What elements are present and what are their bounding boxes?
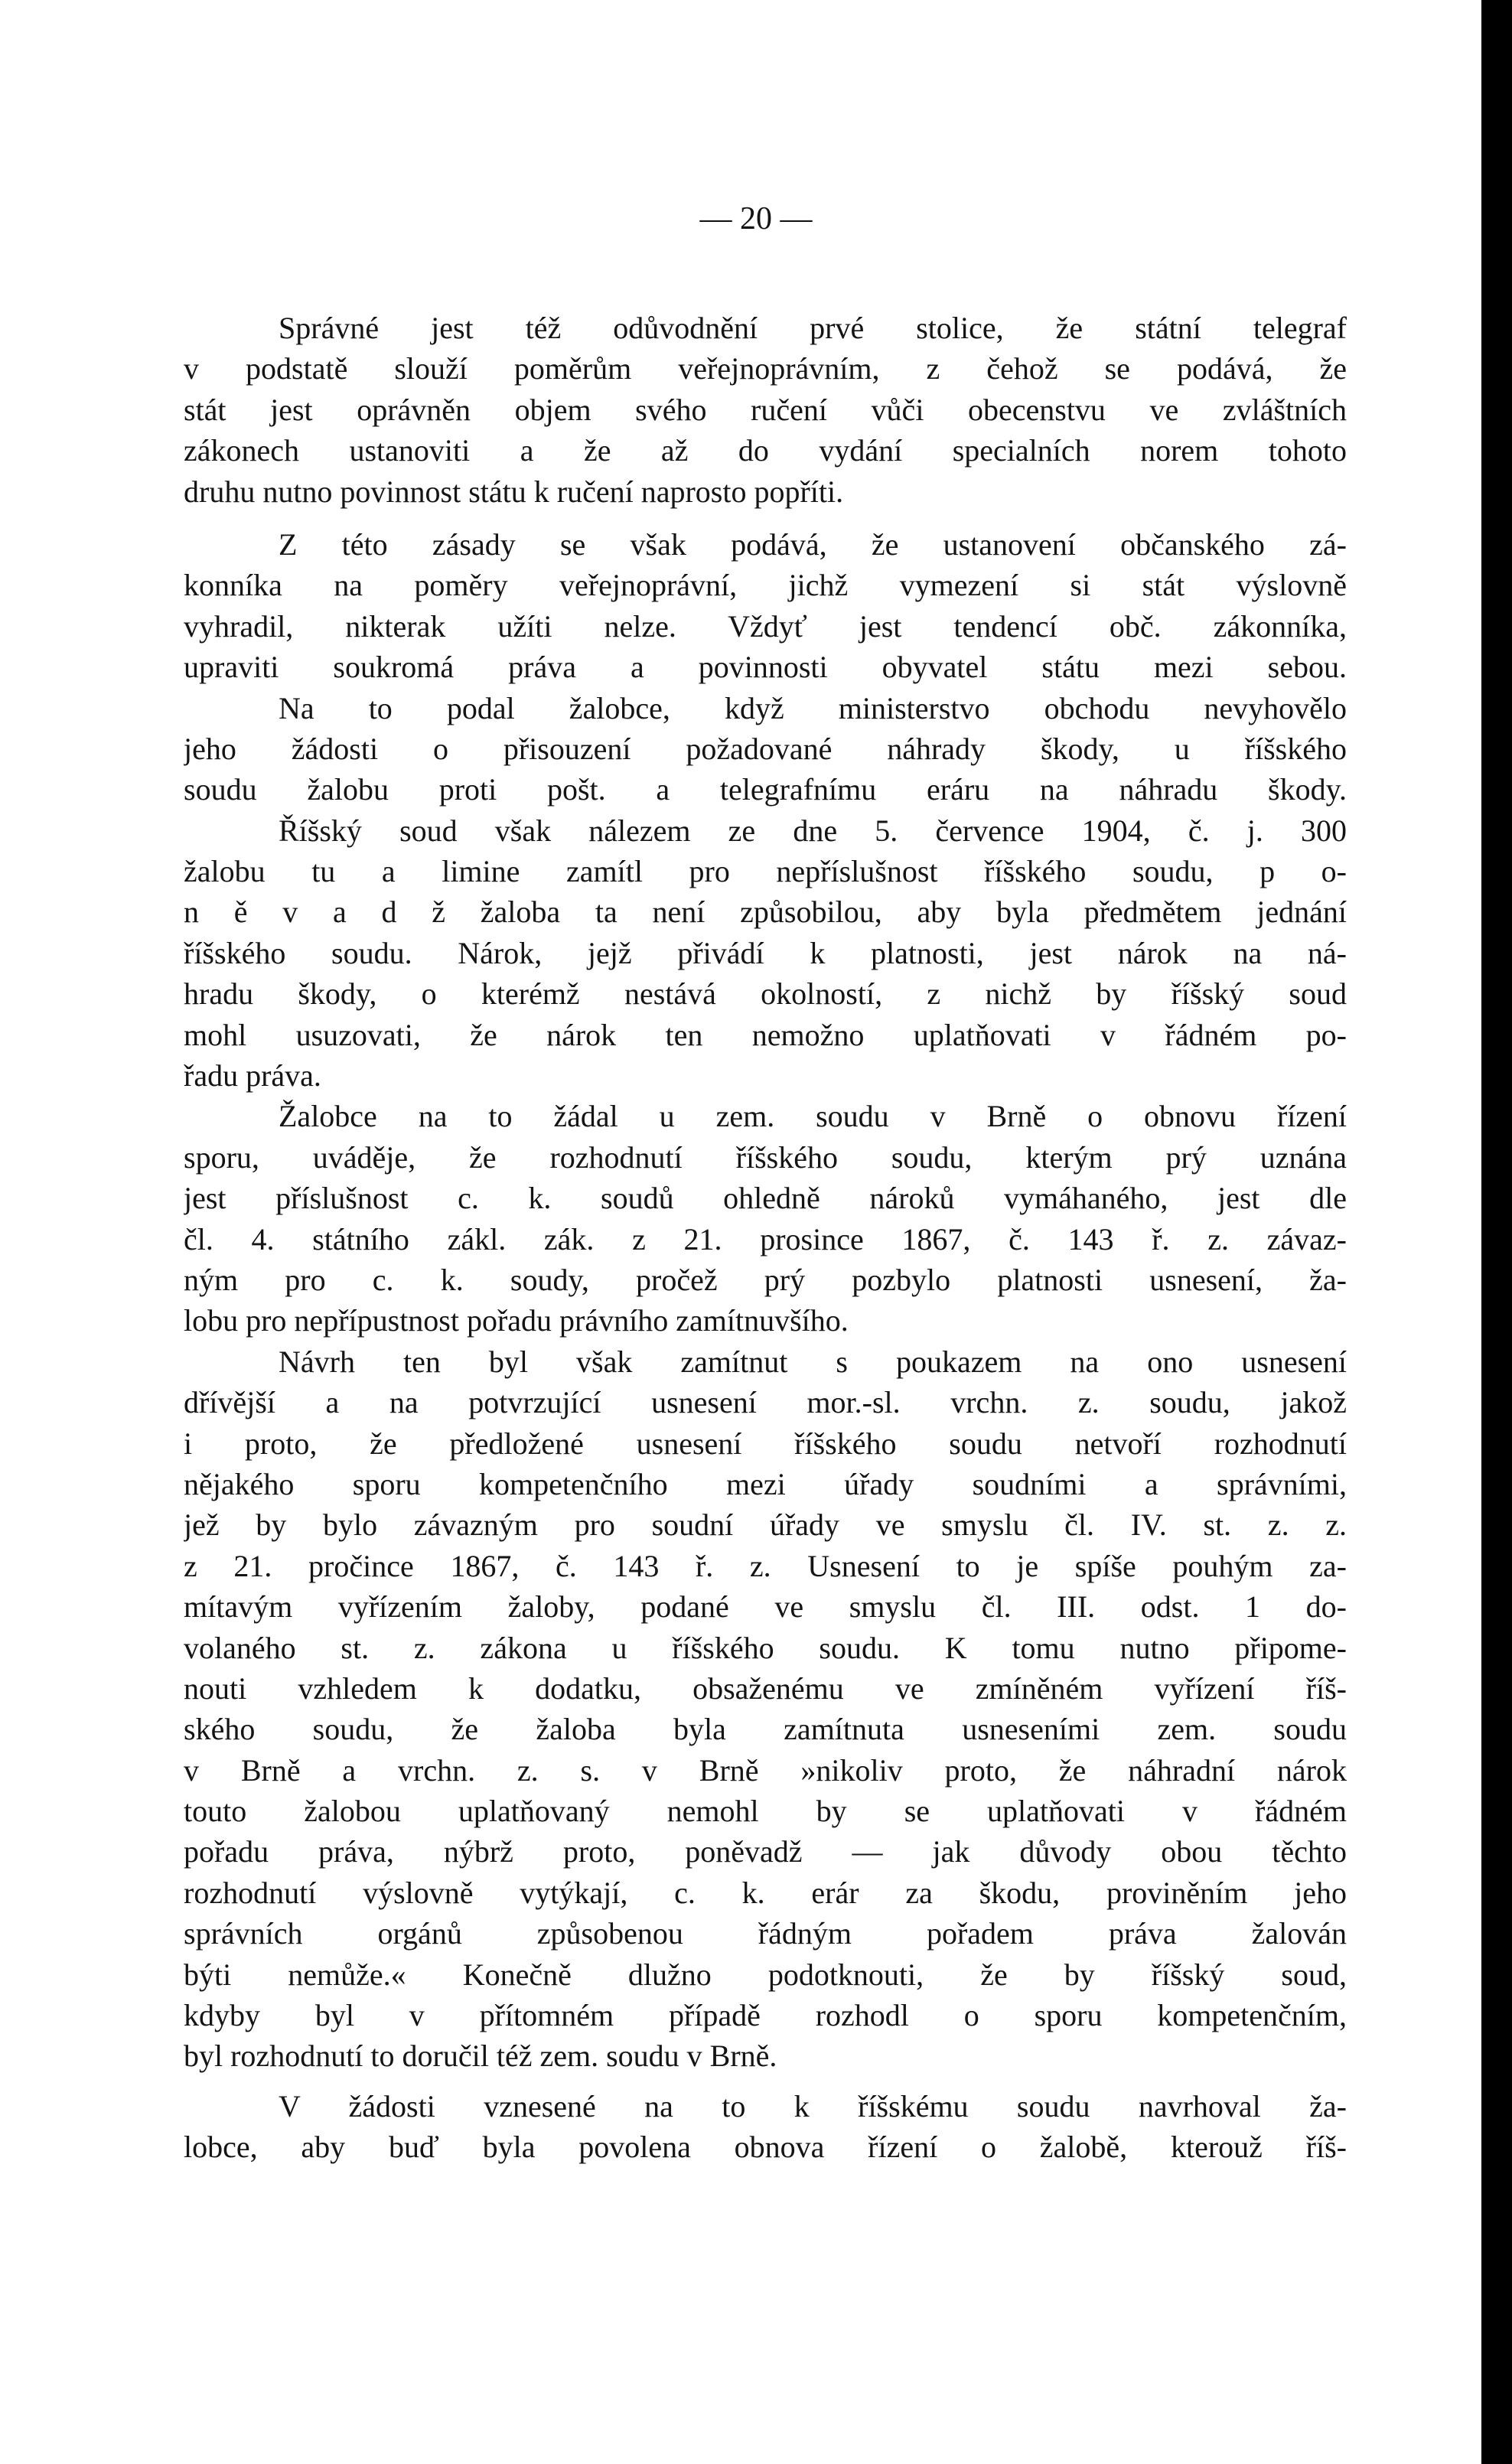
text-line: jest příslušnost c. k. soudů ohledně nároků vymáhaného, jest dle [184,1181,1347,1216]
text-line: pořadu práva, nýbrž proto, poněvadž — jak důvody obou těchto [184,1834,1347,1869]
text-line: byl rozhodnutí to doručil též zem. soudu v Brně. [184,2039,777,2074]
text-line: upraviti soukromá práva a povinnosti obyvatel státu mezi sebou. [184,650,1347,685]
text-line: jeho žádosti o přisouzení požadované náhrady škody, u říšského [184,731,1347,766]
text-line: Říšský soud však nálezem ze dne 5. července 1904, č. j. 300 [279,813,1347,848]
text-line: vyhradil, nikterak užíti nelze. Vždyť jest tendencí obč. zákonníka, [184,608,1347,644]
body-text [184,308,1347,2168]
text-line: správních orgánů způsobenou řádným pořadem práva žalován [184,1916,1347,1951]
page-number: — 20 — [699,201,813,236]
text-line: mohl usuzovati, že nárok ten nemožno uplatňovati v řádném po- [184,1017,1347,1052]
text-line: řadu práva. [184,1058,321,1093]
text-line: lobce, aby buď byla povolena obnova řízení o žalobě, kterouž říš- [184,2130,1347,2165]
text-line: zákonech ustanoviti a že až do vydání specialních norem tohoto [184,433,1347,468]
text-line: konníka na poměry veřejnoprávní, jichž vymezení si stát výslovně [184,568,1347,603]
text-line: sporu, uváděje, že rozhodnutí říšského soudu, kterým prý uznána [184,1139,1347,1175]
scan-edge [1481,0,1512,2464]
text-line: jež by bylo závazným pro soudní úřady ve smyslu čl. IV. st. z. z. [184,1507,1347,1543]
text-line: rozhodnutí výslovně vytýkají, c. k. erár za škodu, proviněním jeho [184,1875,1347,1910]
text-line: Návrh ten byl však zamítnut s poukazem na ono usnesení [279,1344,1347,1379]
text-line: v podstatě slouží poměrům veřejnoprávním, z čehož se podává, že [184,351,1347,386]
text-line: V žádosti vznesené na to k říšskému soudu navrhoval ža- [279,2088,1347,2123]
text-line: Žalobce na to žádal u zem. soudu v Brně o obnovu řízení [279,1099,1347,1134]
text-line: mítavým vyřízením žaloby, podané ve smyslu čl. III. odst. 1 do- [184,1589,1347,1625]
text-line: hradu škody, o kterémž nestává okolností, z nichž by říšský soud [184,976,1347,1012]
text-line: n ě v a d ž žaloba ta není způsobilou, aby byla předmětem jednání [184,895,1347,930]
text-line: nějakého sporu kompetenčního mezi úřady soudními a správními, [184,1466,1347,1501]
text-line: dřívější a na potvrzující usnesení mor.-sl. vrchn. z. soudu, jakož [184,1385,1347,1420]
text-line: v Brně a vrchn. z. s. v Brně »nikoliv proto, že náhradní nárok [184,1752,1347,1788]
text-line: ným pro c. k. soudy, pročež prý pozbylo platnosti usnesení, ža- [184,1262,1347,1297]
text-line: kdyby byl v přítomném případě rozhodl o sporu kompetenčním, [184,1998,1347,2033]
text-line: soudu žalobu proti pošt. a telegrafnímu eráru na náhradu škody. [184,772,1347,807]
text-line: z 21. pročince 1867, č. 143 ř. z. Usnesení to je spíše pouhým za- [184,1548,1347,1583]
text-line: i proto, že předložené usnesení říšského soudu netvoří rozhodnutí [184,1426,1347,1461]
text-line: říšského soudu. Nárok, jejž přivádí k platnosti, jest nárok na ná- [184,935,1347,970]
text-line: druhu nutno povinnost státu k ručení naprosto popříti. [184,474,844,509]
text-line: čl. 4. státního zákl. zák. z 21. prosince 1867, č. 143 ř. z. závaz- [184,1221,1347,1256]
text-line: stát jest oprávněn objem svého ručení vůči obecenstvu ve zvláštních [184,392,1347,427]
text-line: Z této zásady se však podává, že ustanovení občanského zá- [279,526,1347,562]
text-line: ského soudu, že žaloba byla zamítnuta usneseními zem. soudu [184,1712,1347,1747]
text-line: volaného st. z. zákona u říšského soudu. K tomu nutno připome- [184,1630,1347,1665]
text-line: býti nemůže.« Konečně dlužno podotknouti, že by říšský soud, [184,1957,1347,1992]
text-line: nouti vzhledem k dodatku, obsaženému ve zmíněném vyřízení říš- [184,1670,1347,1706]
text-line: touto žalobou uplatňovaný nemohl by se uplatňovati v řádném [184,1794,1347,1829]
text-line: Na to podal žalobce, když ministerstvo obchodu nevyhovělo [279,690,1347,725]
text-line: lobu pro nepřípustnost pořadu právního zamítnuvšího. [184,1303,849,1338]
text-line: žalobu tu a limine zamítl pro nepříslušnost říšského soudu, p o- [184,854,1347,889]
text-line: Správné jest též odůvodnění prvé stolice, že státní telegraf [279,311,1347,345]
